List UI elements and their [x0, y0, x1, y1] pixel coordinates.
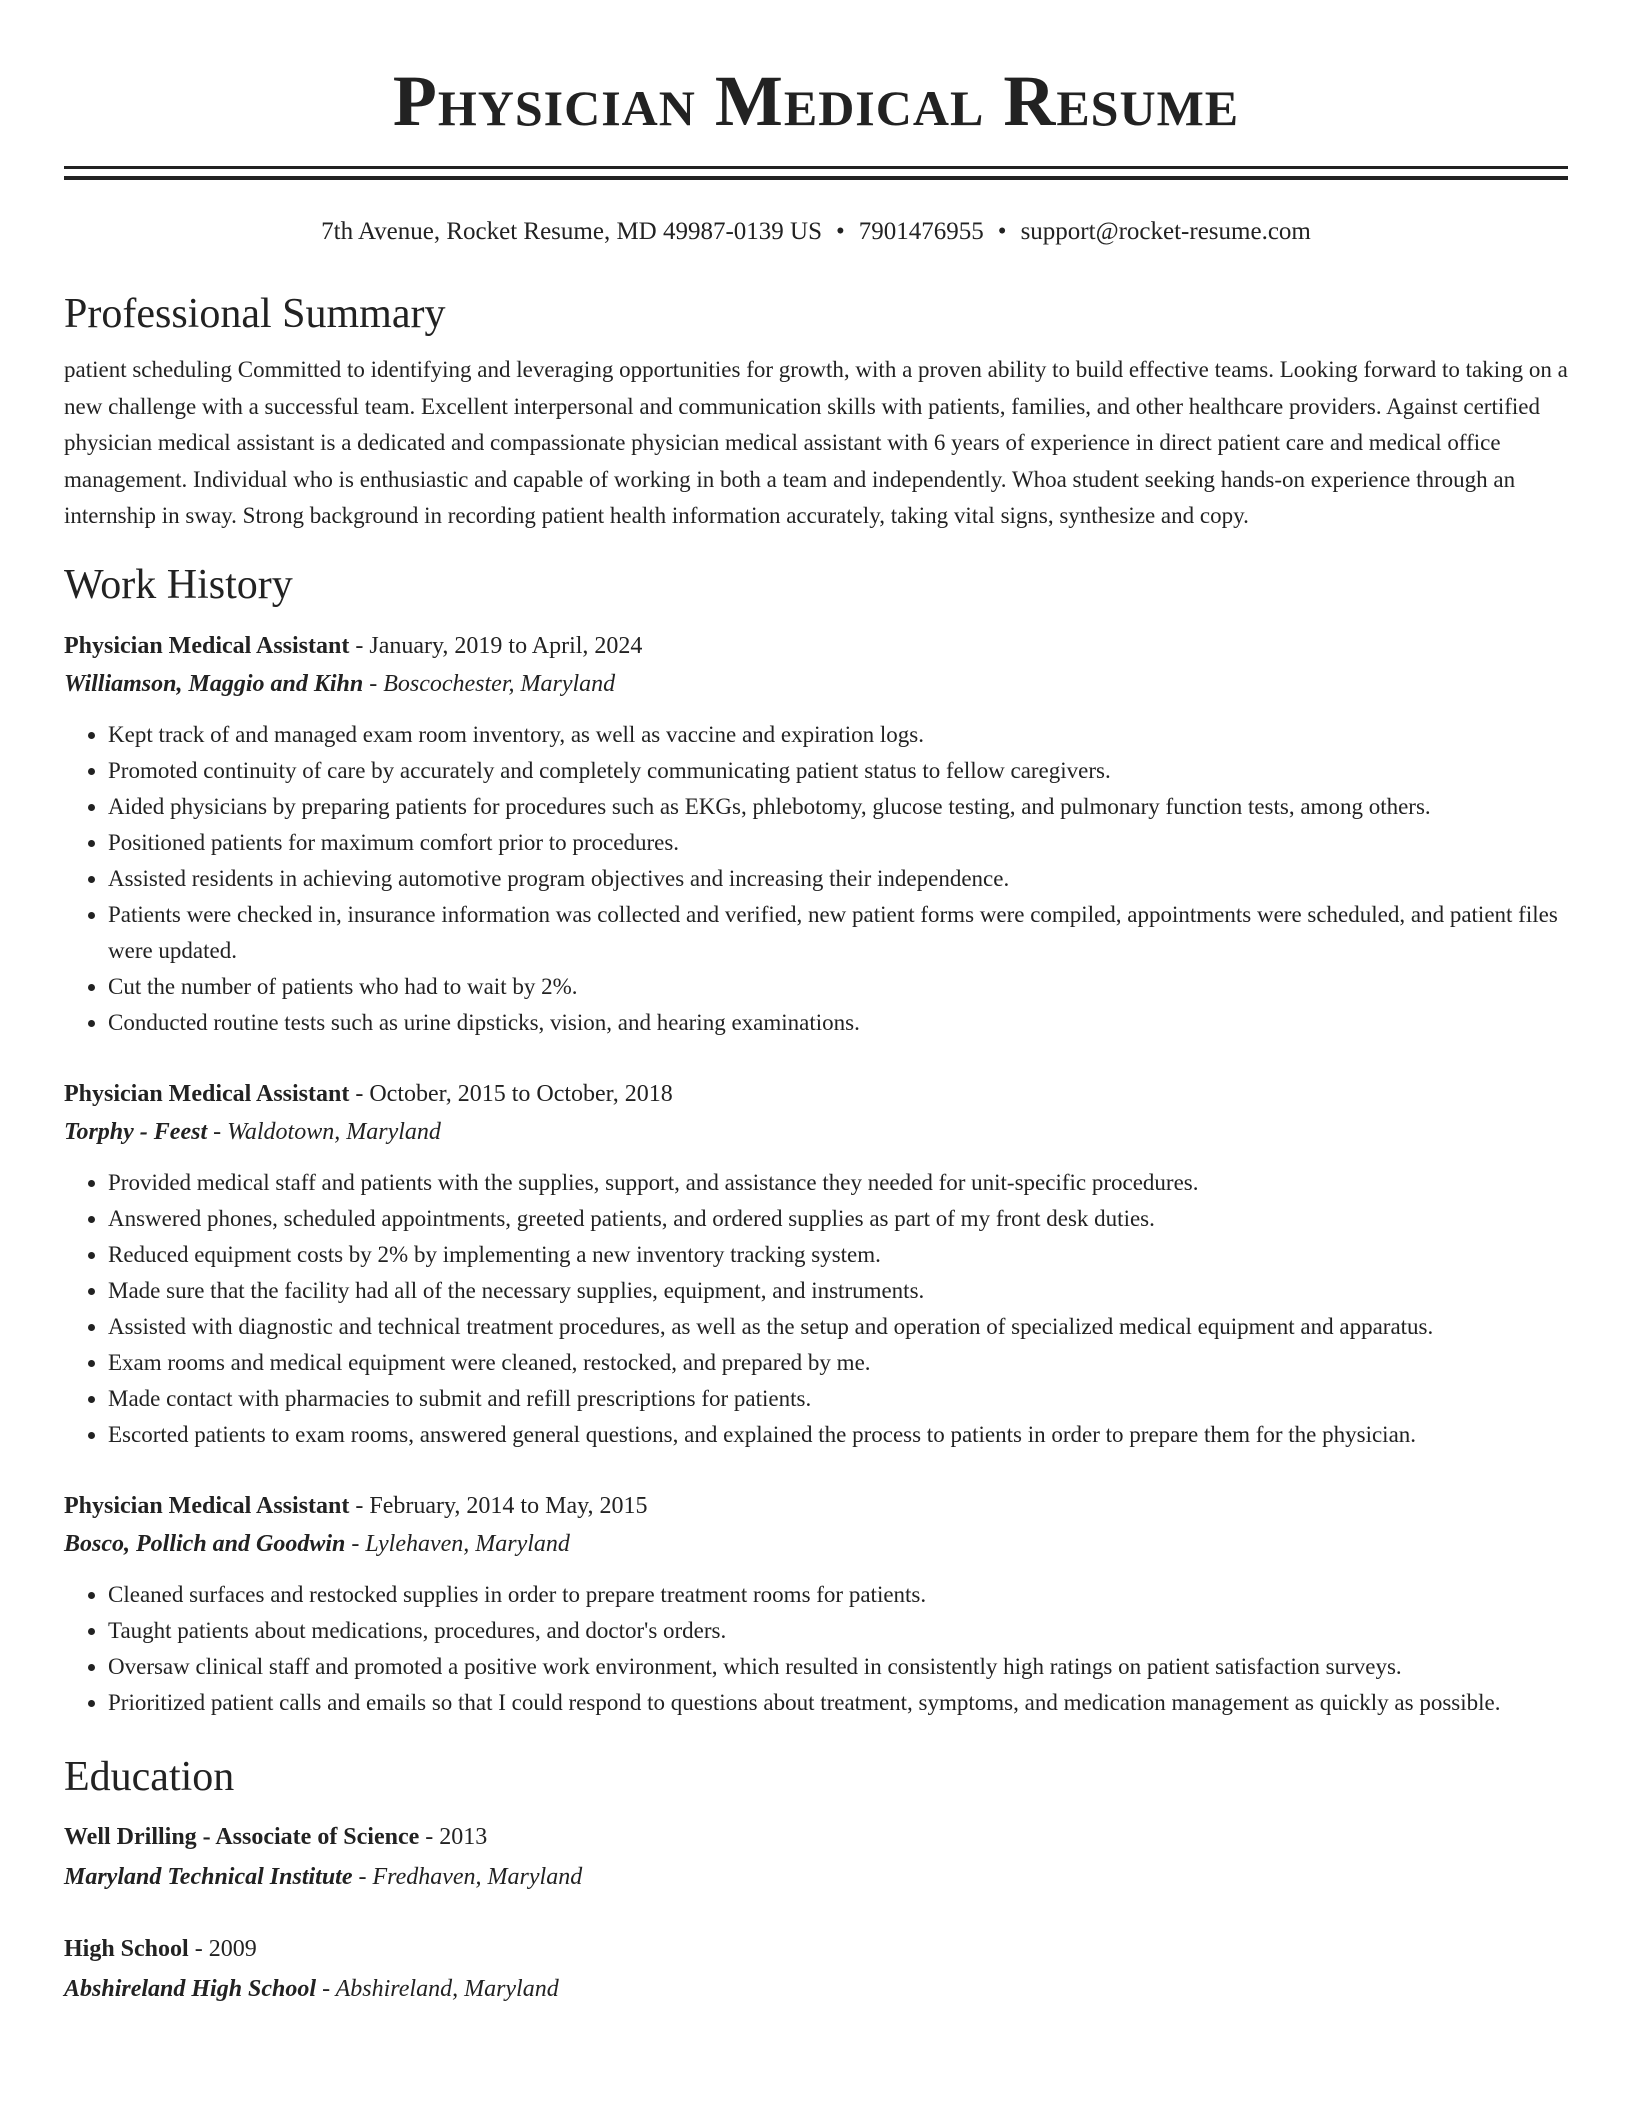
job-company-line: [64, 1525, 1568, 1563]
job-company: Torphy - Feest: [64, 1118, 208, 1145]
job-bullet: • Prioritized patient calls and emails so that I could respond to questions about treatment, symptoms, and medication management as quickly as possible.: [108, 1685, 1568, 1721]
contact-phone: 7901476955: [858, 218, 984, 245]
title-double-rule: [64, 166, 1568, 180]
job-dates: - February, 2014 to May, 2015: [355, 1492, 648, 1519]
education-degree-line: [64, 1817, 1568, 1857]
job-bullet: • Provided medical staff and patients with the supplies, support, and assistance they needed for unit-specific procedures.: [108, 1165, 1568, 1201]
summary-text: patient scheduling Committed to identifying and leveraging opportunities for growth, with a proven ability to build effective teams. Looking forward to taking on a new challenge with a successful team. Excellent interpersonal and communication skills with patients, families, and other healthcare providers. Against certified physician medical assistant is a dedicated and compassionate physician medical assistant with 6 years of experience in direct patient care and medical office management. Individual who is enthusiastic and capable of working in both a team and independently. Whoa student seeking hands-on experience through an internship in sway. Strong background in recording patient health information accurately, taking vital signs, synthesize and copy.: [64, 357, 1568, 528]
job-bullet: • Made contact with pharmacies to submit and refill prescriptions for patients.: [108, 1381, 1568, 1417]
education-year: - 2013: [425, 1823, 488, 1850]
job-company: Bosco, Pollich and Goodwin: [64, 1530, 346, 1557]
job-location: - Waldotown, Maryland: [213, 1118, 441, 1145]
job-location: - Boscochester, Maryland: [369, 670, 616, 697]
job-company: Williamson, Maggio and Kihn: [64, 670, 364, 697]
education-location: - Abshireland, Maryland: [322, 1975, 559, 2002]
contact-line: [64, 216, 1568, 248]
contact-address: 7th Avenue, Rocket Resume, MD 49987-0139 US: [321, 218, 823, 245]
job-bullet: • Aided physicians by preparing patients for procedures such as EKGs, phlebotomy, glucose testing, and pulmonary function tests, among others.: [108, 789, 1568, 825]
job-company-line: [64, 665, 1568, 703]
job-bullet: • Positioned patients for maximum comfort prior to procedures.: [108, 825, 1568, 861]
education-degree-line: [64, 1929, 1568, 1969]
job-bullet: • Made sure that the facility had all of the necessary supplies, equipment, and instruments.: [108, 1273, 1568, 1309]
job-bullet: • Assisted residents in achieving automotive program objectives and increasing their independence.: [108, 861, 1568, 897]
job-bullet: • Conducted routine tests such as urine dipsticks, vision, and hearing examinations.: [108, 1005, 1568, 1041]
education-location: - Fredhaven, Maryland: [358, 1863, 583, 1890]
job-title: Physician Medical Assistant: [64, 632, 350, 659]
education-school: Maryland Technical Institute: [64, 1863, 353, 1890]
job-bullet: • Taught patients about medications, procedures, and doctor's orders.: [108, 1613, 1568, 1649]
job-bullets: [64, 717, 1568, 1041]
job-bullet: • Cleaned surfaces and restocked supplies in order to prepare treatment rooms for patients.: [108, 1577, 1568, 1613]
education-school: Abshireland High School: [64, 1975, 317, 2002]
work-history-heading: Work History: [64, 561, 293, 608]
job-bullets: [64, 1577, 1568, 1721]
education-year: - 2009: [194, 1935, 257, 1962]
job-bullet: • Answered phones, scheduled appointments, greeted patients, and ordered supplies as part of my front desk duties.: [108, 1201, 1568, 1237]
job-bullet: • Promoted continuity of care by accurately and completely communicating patient status to fellow caregivers.: [108, 753, 1568, 789]
education-degree: Well Drilling - Associate of Science: [64, 1823, 420, 1850]
job-title: Physician Medical Assistant: [64, 1080, 350, 1107]
job-dates: - October, 2015 to October, 2018: [355, 1080, 673, 1107]
job-bullet: • Patients were checked in, insurance information was collected and verified, new patient forms were compiled, appointments were scheduled, and patient files were updated.: [108, 897, 1568, 969]
job-entry: [64, 627, 1568, 1041]
education-heading: Education: [64, 1753, 235, 1800]
education-school-line: [64, 1857, 1568, 1897]
resume-title: Physician Medical Resume: [392, 61, 1240, 141]
job-bullet: • Assisted with diagnostic and technical treatment procedures, as well as the setup and operation of specialized medical equipment and apparatus.: [108, 1309, 1568, 1345]
job-title: Physician Medical Assistant: [64, 1492, 350, 1519]
education-school-line: [64, 1969, 1568, 2009]
job-location: - Lylehaven, Maryland: [351, 1530, 570, 1557]
job-bullet: • Reduced equipment costs by 2% by implementing a new inventory tracking system.: [108, 1237, 1568, 1273]
job-title-line: [64, 1075, 1568, 1113]
job-title-line: [64, 1487, 1568, 1525]
job-company-line: [64, 1113, 1568, 1151]
job-bullets: [64, 1165, 1568, 1453]
education-entry: [64, 1817, 1568, 1897]
job-title-line: [64, 627, 1568, 665]
job-bullet: • Oversaw clinical staff and promoted a positive work environment, which resulted in consistently high ratings on patient satisfaction surveys.: [108, 1649, 1568, 1685]
education-degree: High School: [64, 1935, 189, 1962]
job-bullet: • Exam rooms and medical equipment were cleaned, restocked, and prepared by me.: [108, 1345, 1568, 1381]
job-entry: [64, 1075, 1568, 1453]
job-bullet: • Kept track of and managed exam room inventory, as well as vaccine and expiration logs.: [108, 717, 1568, 753]
contact-separator: •: [836, 218, 845, 245]
summary-heading: Professional Summary: [64, 291, 446, 337]
job-bullet: • Cut the number of patients who had to wait by 2%.: [108, 969, 1568, 1005]
education-entry: [64, 1929, 1568, 2009]
job-entry: [64, 1487, 1568, 1721]
contact-separator: •: [997, 218, 1007, 245]
job-bullet: • Escorted patients to exam rooms, answered general questions, and explained the process to patients in order to prepare them for the physician.: [108, 1417, 1568, 1453]
contact-email: support@rocket-resume.com: [1020, 218, 1311, 245]
job-dates: - January, 2019 to April, 2024: [355, 632, 643, 659]
